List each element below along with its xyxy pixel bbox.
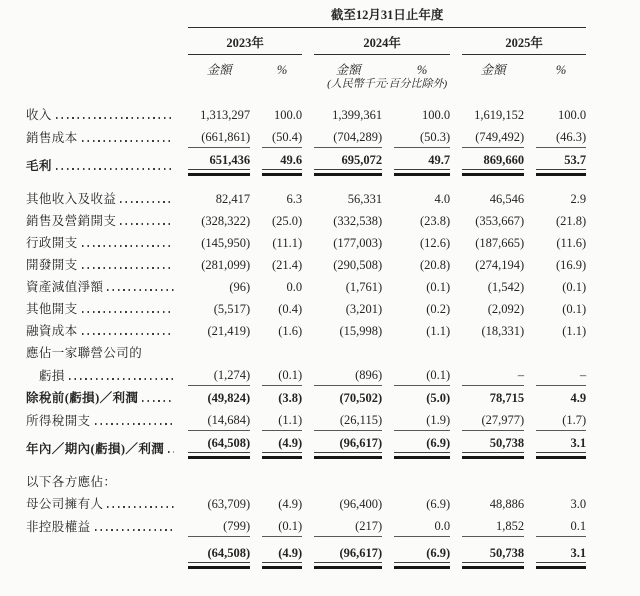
cell-value: (1.6) <box>278 324 303 339</box>
cell-value: 6.3 <box>286 192 303 207</box>
table-row <box>26 209 586 231</box>
cell-value: (1,274) <box>188 363 250 386</box>
cell-value: (3.8) <box>278 391 303 406</box>
cell-value: 48,886 <box>489 497 525 512</box>
cell-value: (18,331) <box>481 324 525 339</box>
cell-value: 1,399,361 <box>332 108 383 123</box>
row-label <box>26 492 176 514</box>
cell-value: (1,761) <box>345 280 383 295</box>
cell-value: 4.0 <box>434 192 451 207</box>
row-label-text: 母公司擁有人 <box>26 497 104 512</box>
cell-value: 1,619,152 <box>474 108 525 123</box>
cell-value: 1,313,297 <box>200 108 251 123</box>
table-row <box>26 492 586 514</box>
cell-value: 49.6 <box>262 148 302 176</box>
cell-value: (70,502) <box>339 391 383 406</box>
cell-value: (0.2) <box>426 302 451 317</box>
table-row <box>26 363 586 386</box>
cell-value: (290,508) <box>333 258 383 273</box>
row-label-text: 收入 <box>26 108 52 123</box>
cell-value: (1.1) <box>426 324 451 339</box>
table-row <box>26 386 586 408</box>
row-label <box>26 386 176 408</box>
cell-value: 0.1 <box>536 514 586 537</box>
year-header-2023: 2023年 <box>188 28 302 55</box>
row-label <box>26 408 176 431</box>
cell-value: (21.8) <box>555 214 587 229</box>
cell-value: (1.9) <box>394 408 450 431</box>
cell-value <box>394 470 450 492</box>
year-header-2024: 2024年 <box>314 28 450 55</box>
spacer-row <box>26 176 586 187</box>
row-label <box>26 514 176 537</box>
row-label <box>26 470 176 492</box>
row-label <box>26 431 176 459</box>
cell-value: (96,617) <box>314 431 382 459</box>
dotted-leader <box>69 378 174 380</box>
spacer-cell <box>26 176 586 187</box>
cell-value <box>314 341 382 363</box>
cell-value: 53.7 <box>536 148 586 176</box>
cell-value: 0.0 <box>286 280 303 295</box>
cell-value: (3,201) <box>345 302 383 317</box>
cell-value <box>462 470 524 492</box>
cell-value: (64,508) <box>188 431 250 459</box>
row-label <box>26 341 176 363</box>
cell-value: (353,667) <box>475 214 525 229</box>
year-header-2025: 2025年 <box>462 28 586 55</box>
row-label-text: 毛利 <box>26 159 52 174</box>
cell-value: 100.0 <box>558 108 587 123</box>
cell-value: (0.1) <box>426 280 451 295</box>
table-row <box>26 231 586 253</box>
spacer-cell <box>26 459 586 470</box>
cell-value <box>188 470 250 492</box>
row-label <box>26 319 176 341</box>
dotted-leader <box>142 400 174 402</box>
cell-value: (799) <box>188 514 250 537</box>
cell-value <box>262 470 302 492</box>
cell-value: (20.8) <box>419 258 451 273</box>
cell-value: (5.0) <box>426 391 451 406</box>
cell-value: (15,998) <box>339 324 383 339</box>
row-label-text: 年內／期內(虧損)／利潤 <box>26 442 165 457</box>
cell-value: 3.1 <box>536 541 586 569</box>
unit-note-row <box>26 77 586 90</box>
cell-value: (0.1) <box>562 280 587 295</box>
dotted-leader <box>82 311 175 313</box>
row-label-text: 其他收入及收益 <box>26 192 117 207</box>
table-row <box>26 297 586 319</box>
table-row <box>26 148 586 176</box>
row-label <box>26 125 176 148</box>
cell-value: 46,546 <box>489 192 525 207</box>
col-header-amount-2023: 金額 <box>206 63 232 77</box>
cell-value: (16.9) <box>555 258 587 273</box>
cell-value: (63,709) <box>207 497 251 512</box>
row-label-text: 行政開支 <box>26 236 78 251</box>
cell-value: (749,492) <box>462 125 524 148</box>
cell-value: (50.3) <box>394 125 450 148</box>
cell-value: (0.1) <box>394 363 450 386</box>
cell-value: 100.0 <box>274 108 303 123</box>
table-row <box>26 187 586 209</box>
table-row <box>26 253 586 275</box>
dotted-leader <box>95 423 175 425</box>
cell-value: (4.9) <box>262 541 302 569</box>
dotted-leader <box>120 201 174 203</box>
table-row <box>26 341 586 363</box>
cell-value: (11.6) <box>556 236 587 251</box>
cell-value: (64,508) <box>188 541 250 569</box>
table-body <box>26 90 586 569</box>
row-label-text: 所得稅開支 <box>26 414 91 429</box>
cell-value: 78,715 <box>489 391 525 406</box>
cell-value: (96) <box>229 280 251 295</box>
row-label <box>26 148 176 176</box>
cell-value: 3.0 <box>570 497 587 512</box>
cell-value: 695,072 <box>314 148 382 176</box>
cell-value: (0.1) <box>262 514 302 537</box>
cell-value: (6.9) <box>394 541 450 569</box>
cell-value <box>262 341 302 363</box>
cell-value: 50,738 <box>462 541 524 569</box>
cell-value: – <box>462 363 524 386</box>
row-label <box>26 103 176 125</box>
dotted-leader <box>82 140 175 142</box>
header-spacer-cell <box>26 8 176 28</box>
row-label <box>26 297 176 319</box>
dotted-leader <box>82 333 175 335</box>
dotted-leader <box>82 267 175 269</box>
period-header: 截至12月31日止年度 <box>188 8 586 28</box>
row-label-text: 資產減值淨額 <box>26 280 104 295</box>
cell-value: (46.3) <box>536 125 586 148</box>
cell-value: (661,861) <box>188 125 250 148</box>
cell-value: 3.1 <box>536 431 586 459</box>
col-header-percent-2024: % <box>416 63 428 77</box>
table-row <box>26 103 586 125</box>
col-header-amount-2024: 金額 <box>335 63 361 77</box>
period-header-row <box>26 8 586 28</box>
row-label-text: 銷售成本 <box>26 131 78 146</box>
cell-value: (177,003) <box>333 236 383 251</box>
cell-value <box>314 470 382 492</box>
col-header-percent-2023: % <box>276 63 288 77</box>
cell-value: (5,517) <box>213 302 251 317</box>
dotted-leader <box>107 506 174 508</box>
cell-value: (187,665) <box>475 236 525 251</box>
cell-value: (704,289) <box>314 125 382 148</box>
row-label <box>26 231 176 253</box>
col-header-percent-2025: % <box>555 63 567 77</box>
spacer-row <box>26 90 586 103</box>
cell-value: 0.0 <box>394 514 450 537</box>
row-label <box>26 275 176 297</box>
cell-value: (274,194) <box>475 258 525 273</box>
table-header <box>26 8 586 90</box>
cell-value: (4.9) <box>278 497 303 512</box>
cell-value: (50.4) <box>262 125 302 148</box>
cell-value <box>536 341 586 363</box>
col-header-amount-2025: 金額 <box>480 63 506 77</box>
row-label-text: 以下各方應佔： <box>26 475 117 490</box>
cell-value <box>394 341 450 363</box>
row-label-text: 應佔一家聯營公司的 <box>26 346 143 361</box>
header-spacer-cell <box>26 77 176 90</box>
cell-value: (145,950) <box>201 236 251 251</box>
dotted-leader <box>95 529 175 531</box>
cell-value <box>536 470 586 492</box>
table-row <box>26 514 586 537</box>
column-header-row <box>26 55 586 77</box>
cell-value: 1,852 <box>462 514 524 537</box>
header-spacer-cell <box>26 55 176 77</box>
cell-value: (12.6) <box>419 236 451 251</box>
table-row <box>26 541 586 569</box>
row-label-text: 非控股權益 <box>26 520 91 535</box>
row-label <box>26 253 176 275</box>
cell-value: 50,738 <box>462 431 524 459</box>
cell-value: (26,115) <box>314 408 382 431</box>
cell-value: (1.1) <box>562 324 587 339</box>
cell-value: (2,092) <box>487 302 525 317</box>
cell-value: (6.9) <box>394 431 450 459</box>
cell-value: 100.0 <box>422 108 451 123</box>
year-header-row <box>26 28 586 55</box>
table-row <box>26 408 586 431</box>
cell-value: 49.7 <box>394 148 450 176</box>
table-row <box>26 275 586 297</box>
cell-value: – <box>536 363 586 386</box>
cell-value: (328,322) <box>201 214 251 229</box>
table-row <box>26 319 586 341</box>
dotted-leader <box>56 168 174 170</box>
cell-value: 56,331 <box>347 192 383 207</box>
dotted-leader <box>56 117 174 119</box>
spacer-row <box>26 459 586 470</box>
cell-value <box>188 341 250 363</box>
cell-value: (96,400) <box>339 497 383 512</box>
row-label <box>26 363 176 386</box>
dotted-leader <box>107 289 174 291</box>
cell-value: (21.4) <box>271 258 303 273</box>
row-label <box>26 209 176 231</box>
cell-value: (11.1) <box>272 236 303 251</box>
table-row <box>26 431 586 459</box>
row-label-text: 虧損 <box>39 369 65 384</box>
row-label-text: 開發開支 <box>26 258 78 273</box>
cell-value: 869,660 <box>462 148 524 176</box>
cell-value: 2.9 <box>570 192 587 207</box>
cell-value: (0.1) <box>262 363 302 386</box>
row-label-text: 銷售及營銷開支 <box>26 214 117 229</box>
cell-value: (14,684) <box>188 408 250 431</box>
cell-value: (49,824) <box>207 391 251 406</box>
cell-value: (21,419) <box>207 324 251 339</box>
unit-note: (人民幣千元·百分比除外) <box>327 78 448 90</box>
cell-value: (896) <box>314 363 382 386</box>
row-label <box>26 541 176 569</box>
financial-table <box>14 8 598 569</box>
cell-value: (0.1) <box>562 302 587 317</box>
cell-value: 4.9 <box>570 391 587 406</box>
row-label-text: 融資成本 <box>26 324 78 339</box>
cell-value: (0.4) <box>278 302 303 317</box>
cell-value: (96,617) <box>314 541 382 569</box>
cell-value: (25.0) <box>271 214 303 229</box>
cell-value: (27,977) <box>462 408 524 431</box>
row-label <box>26 187 176 209</box>
cell-value: 82,417 <box>215 192 251 207</box>
dotted-leader <box>168 451 174 453</box>
cell-value: (332,538) <box>333 214 383 229</box>
cell-value: (217) <box>314 514 382 537</box>
row-label-text: 除稅前(虧損)／利潤 <box>26 391 139 406</box>
dotted-leader <box>82 245 175 247</box>
header-spacer-cell <box>26 28 176 55</box>
cell-value <box>462 341 524 363</box>
dotted-leader <box>120 223 174 225</box>
cell-value: (23.8) <box>419 214 451 229</box>
cell-value: (1.7) <box>536 408 586 431</box>
cell-value: (1.1) <box>262 408 302 431</box>
cell-value: (6.9) <box>426 497 451 512</box>
cell-value: 651,436 <box>188 148 250 176</box>
table-row <box>26 470 586 492</box>
table-row <box>26 125 586 148</box>
cell-value: (281,099) <box>201 258 251 273</box>
cell-value: (1,542) <box>487 280 525 295</box>
row-label-text: 其他開支 <box>26 302 78 317</box>
cell-value: (4.9) <box>262 431 302 459</box>
